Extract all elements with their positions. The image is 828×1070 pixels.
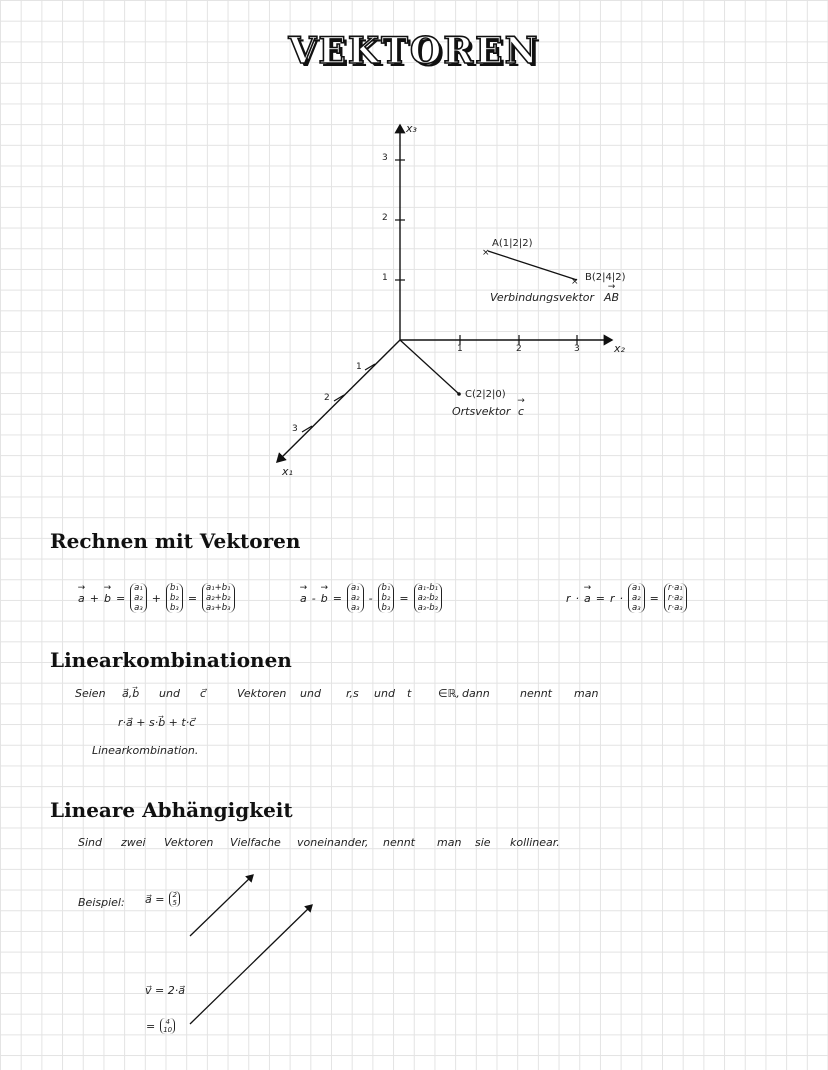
lin-word-13: man (574, 687, 599, 700)
connecting-vector-label: Verbindungsvektor (490, 291, 595, 304)
c-vector-symbol: → c (518, 405, 524, 418)
linear-combination-term: Linearkombination. (92, 744, 199, 757)
x2-tick-2: 2 (516, 344, 522, 354)
dep-word-6: nennt (383, 836, 415, 849)
lin-word-9: t (407, 687, 412, 700)
lin-word-3: und (159, 687, 180, 700)
dep-word-7: man (437, 836, 462, 849)
arrow-vector-v (190, 905, 312, 1024)
coordinate-system-diagram (0, 0, 828, 500)
svg-text:×: × (571, 277, 579, 287)
x1-tick-1: 1 (356, 362, 362, 372)
x3-tick-3: 3 (382, 153, 388, 163)
lin-word-12: nennt (520, 687, 552, 700)
lin-word-11: dann (462, 687, 490, 700)
example-vector-a: a⃗ = 2 5 (145, 891, 180, 907)
lin-word-6: und (300, 687, 321, 700)
x3-axis-label: x₃ (406, 122, 417, 135)
point-a-label: A(1|2|2) (492, 238, 533, 249)
lin-word-4: c⃗ (200, 687, 207, 700)
x2-tick-3: 3 (574, 344, 580, 354)
x1-axis-label: x₁ (282, 465, 293, 478)
dep-word-5: voneinander, (297, 836, 369, 849)
heading-linear-dependence: Lineare Abhängigkeit (50, 798, 293, 822)
lin-word-2: a⃗,b⃗ (122, 687, 140, 700)
dep-word-9: kollinear. (510, 836, 560, 849)
point-c-label: C(2|2|0) (465, 389, 506, 400)
heading-calculating: Rechnen mit Vektoren (50, 529, 301, 553)
lin-word-1: Seien (75, 687, 106, 700)
point-b-label: B(2|4|2) (585, 272, 626, 283)
dep-word-8: sie (475, 836, 491, 849)
dep-word-2: zwei (121, 836, 146, 849)
x1-tick-2: 2 (324, 393, 330, 403)
x1-axis (277, 340, 400, 462)
dep-word-1: Sind (78, 836, 102, 849)
svg-text:×: × (482, 248, 490, 258)
scalar-multiplication-formula: r · → a = r · a₁ a₂ a₃ = r·a₁ r·a₂ r·a₃ (566, 583, 687, 613)
linear-combination-expression: r·a⃗ + s·b⃗ + t·c⃗ (118, 716, 196, 729)
x2-tick-1: 1 (457, 344, 463, 354)
example-vector-v: v⃗ = 2·a⃗ (145, 984, 185, 997)
lin-word-5: Vektoren (237, 687, 287, 700)
lin-word-10: ∈ℝ, (438, 687, 460, 700)
x3-tick-1: 1 (382, 273, 388, 283)
lin-word-8: und (374, 687, 395, 700)
arrow-vector-a (190, 875, 253, 936)
example-label: Beispiel: (78, 896, 125, 909)
position-vector-label: Ortsvektor (452, 405, 511, 418)
x1-tick-3: 3 (292, 424, 298, 434)
vector-addition-formula: → a + → b = a₁ a₂ a₃ + b₁ b₂ b₃ = a₁+b₁ a₂+b₂ a₃+b₃ (78, 583, 235, 613)
heading-linear-combinations: Linearkombinationen (50, 648, 292, 672)
vector-subtraction-formula: → a - → b = a₁ a₂ a₃ - b₁ b₂ b₃ = a₁-b₁ a₂-b₂ a₃-b₃ (300, 583, 442, 613)
ab-vector-symbol: → AB (604, 291, 619, 304)
x2-axis-label: x₂ (614, 342, 625, 355)
x3-tick-2: 2 (382, 213, 388, 223)
collinear-arrows-diagram (0, 860, 828, 1040)
page-title: VEKTOREN (288, 30, 540, 72)
example-vector-v-result: = 4 10 (146, 1018, 175, 1034)
dep-word-4: Vielfache (230, 836, 281, 849)
vector-ab-line (488, 251, 577, 280)
lin-word-7: r,s (346, 687, 359, 700)
dep-word-3: Vektoren (164, 836, 214, 849)
vector-oc-line (400, 340, 459, 394)
